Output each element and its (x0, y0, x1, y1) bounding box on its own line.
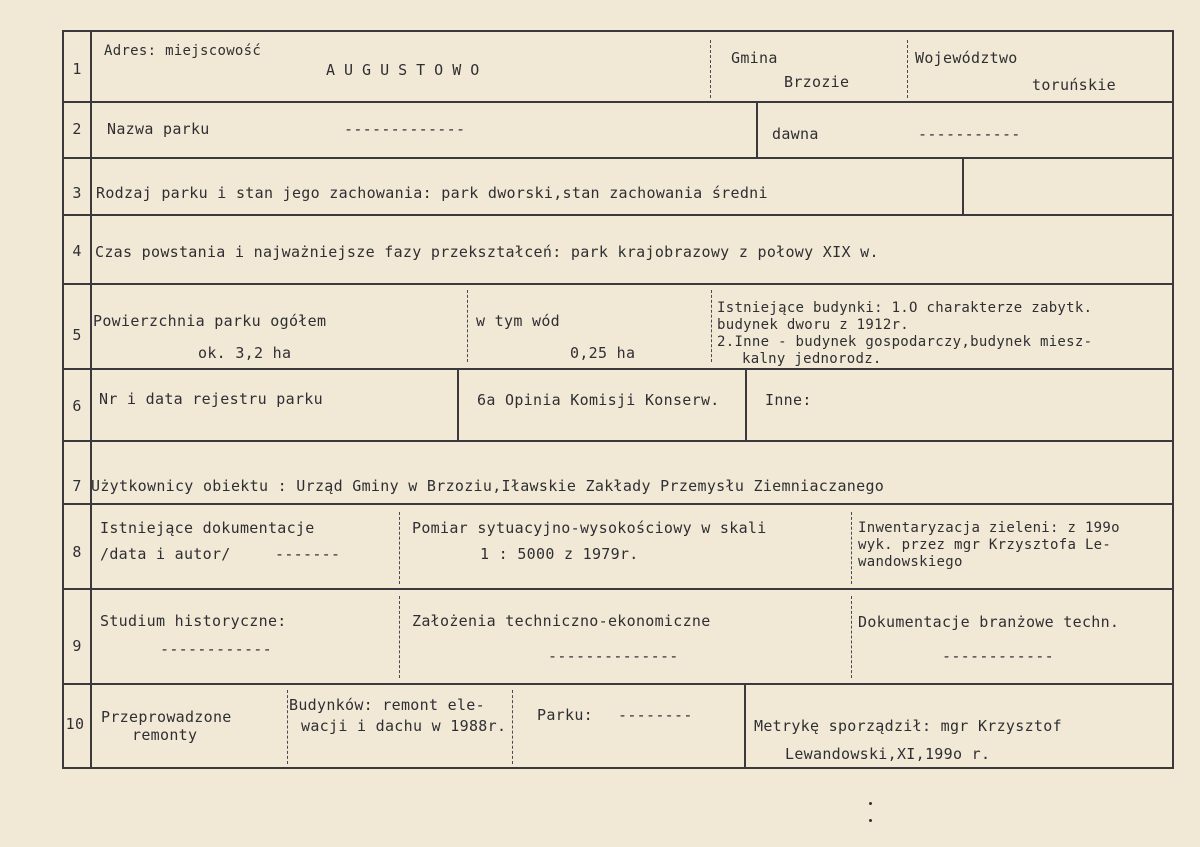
inventory-line: wandowskiego (858, 554, 963, 570)
ink-speck (869, 802, 872, 805)
former-name-label: dawna (772, 125, 819, 143)
dashed-divider (512, 690, 513, 764)
row-number: 7 (72, 477, 82, 495)
tech-assumptions-label: Założenia techniczno-ekonomiczne (412, 612, 711, 630)
address-value: AUGUSTOWO (326, 61, 489, 79)
row-number: 2 (72, 120, 82, 138)
dashed-divider (710, 40, 711, 98)
dashed-divider (399, 512, 400, 584)
row-border (62, 683, 1174, 685)
row-border (62, 767, 1174, 769)
outer-border-right (1172, 30, 1174, 769)
other-label: Inne: (765, 391, 812, 409)
dashed-divider (399, 596, 400, 678)
docs-value: ------- (275, 545, 341, 563)
park-name-value: ------------- (344, 120, 466, 138)
row-number: 4 (72, 242, 82, 260)
cell-divider (756, 101, 758, 159)
repairs-label: Przeprowadzone (101, 708, 232, 726)
park-repairs-label: Parku: (537, 706, 593, 724)
row-border (62, 503, 1174, 505)
row-number: 9 (72, 637, 82, 655)
row-number: 6 (72, 397, 82, 415)
branch-docs-label: Dokumentacje branżowe techn. (858, 613, 1120, 631)
tech-assumptions-value: -------------- (548, 647, 679, 665)
row-border (62, 588, 1174, 590)
row-border (62, 283, 1174, 285)
opinion-label: 6a Opinia Komisji Konserw. (477, 391, 720, 409)
water-value: 0,25 ha (570, 344, 636, 362)
row-border (62, 30, 1174, 32)
history-text: Czas powstania i najważniejsze fazy przekształceń: park krajobrazowy z połowy XIX w. (95, 243, 879, 261)
address-label: Adres: miejscowość (104, 43, 262, 59)
docs-label: Istniejące dokumentacje (100, 519, 315, 537)
row-number: 8 (72, 543, 82, 561)
gmina-value: Brzozie (784, 73, 850, 91)
survey-label: Pomiar sytuacyjno-wysokościowy w skali (412, 519, 767, 537)
repairs-label: remonty (132, 726, 198, 744)
building-repairs: Budynków: remont ele- (289, 696, 485, 714)
row-border (62, 440, 1174, 442)
author-line: Metrykę sporządził: mgr Krzysztof (754, 717, 1062, 735)
water-label: w tym wód (476, 312, 560, 330)
dashed-divider (907, 40, 908, 98)
dashed-divider (467, 290, 468, 362)
cell-divider (744, 683, 746, 769)
row-number: 5 (72, 326, 82, 344)
cell-divider (962, 157, 964, 216)
wojewodztwo-value: toruńskie (1032, 76, 1116, 94)
wojewodztwo-label: Województwo (915, 49, 1018, 67)
buildings-line: kalny jednorodz. (742, 351, 882, 367)
cell-divider (457, 368, 459, 442)
ink-speck (869, 819, 872, 822)
inventory-line: Inwentaryzacja zieleni: z 199o (858, 520, 1120, 536)
building-repairs: wacji i dachu w 1988r. (301, 717, 507, 735)
gmina-label: Gmina (731, 49, 778, 67)
dashed-divider (287, 690, 288, 764)
cell-divider (745, 368, 747, 442)
survey-value: 1 : 5000 z 1979r. (480, 545, 639, 563)
row-border (62, 214, 1174, 216)
row-number: 1 (72, 60, 82, 78)
author-line: Lewandowski,XI,199o r. (785, 745, 991, 763)
underline-mark (1000, 368, 1045, 370)
branch-docs-value: ------------ (942, 647, 1054, 665)
park-name-label: Nazwa parku (107, 120, 210, 138)
inventory-line: wyk. przez mgr Krzysztofa Le- (858, 537, 1112, 553)
area-label: Powierzchnia parku ogółem (93, 312, 327, 330)
dashed-divider (711, 290, 712, 362)
users-text: Użytkownicy obiektu : Urząd Gminy w Brzoziu,Iławskie Zakłady Przemysłu Ziemniaczanego (91, 477, 885, 495)
buildings-line: budynek dworu z 1912r. (717, 317, 910, 333)
dashed-divider (851, 596, 852, 678)
history-study-label: Studium historyczne: (100, 612, 287, 630)
area-value: ok. 3,2 ha (198, 344, 292, 362)
buildings-line: 2.Inne - budynek gospodarczy,budynek miesz- (717, 334, 1093, 350)
row-border (62, 101, 1174, 103)
buildings-line: Istniejące budynki: 1.O charakterze zabytk. (717, 300, 1093, 316)
registry-label: Nr i data rejestru parku (99, 390, 323, 408)
underline-mark (838, 368, 868, 370)
history-study-value: ------------ (160, 640, 272, 658)
park-repairs-value: -------- (618, 706, 693, 724)
dashed-divider (851, 512, 852, 584)
row-border (62, 157, 1174, 159)
docs-label: /data i autor/ (100, 545, 231, 563)
park-type-text: Rodzaj parku i stan jego zachowania: park dworski,stan zachowania średni (96, 184, 768, 202)
row-number: 3 (72, 184, 82, 202)
row-number: 10 (65, 715, 85, 733)
former-name-value: ----------- (918, 125, 1021, 143)
